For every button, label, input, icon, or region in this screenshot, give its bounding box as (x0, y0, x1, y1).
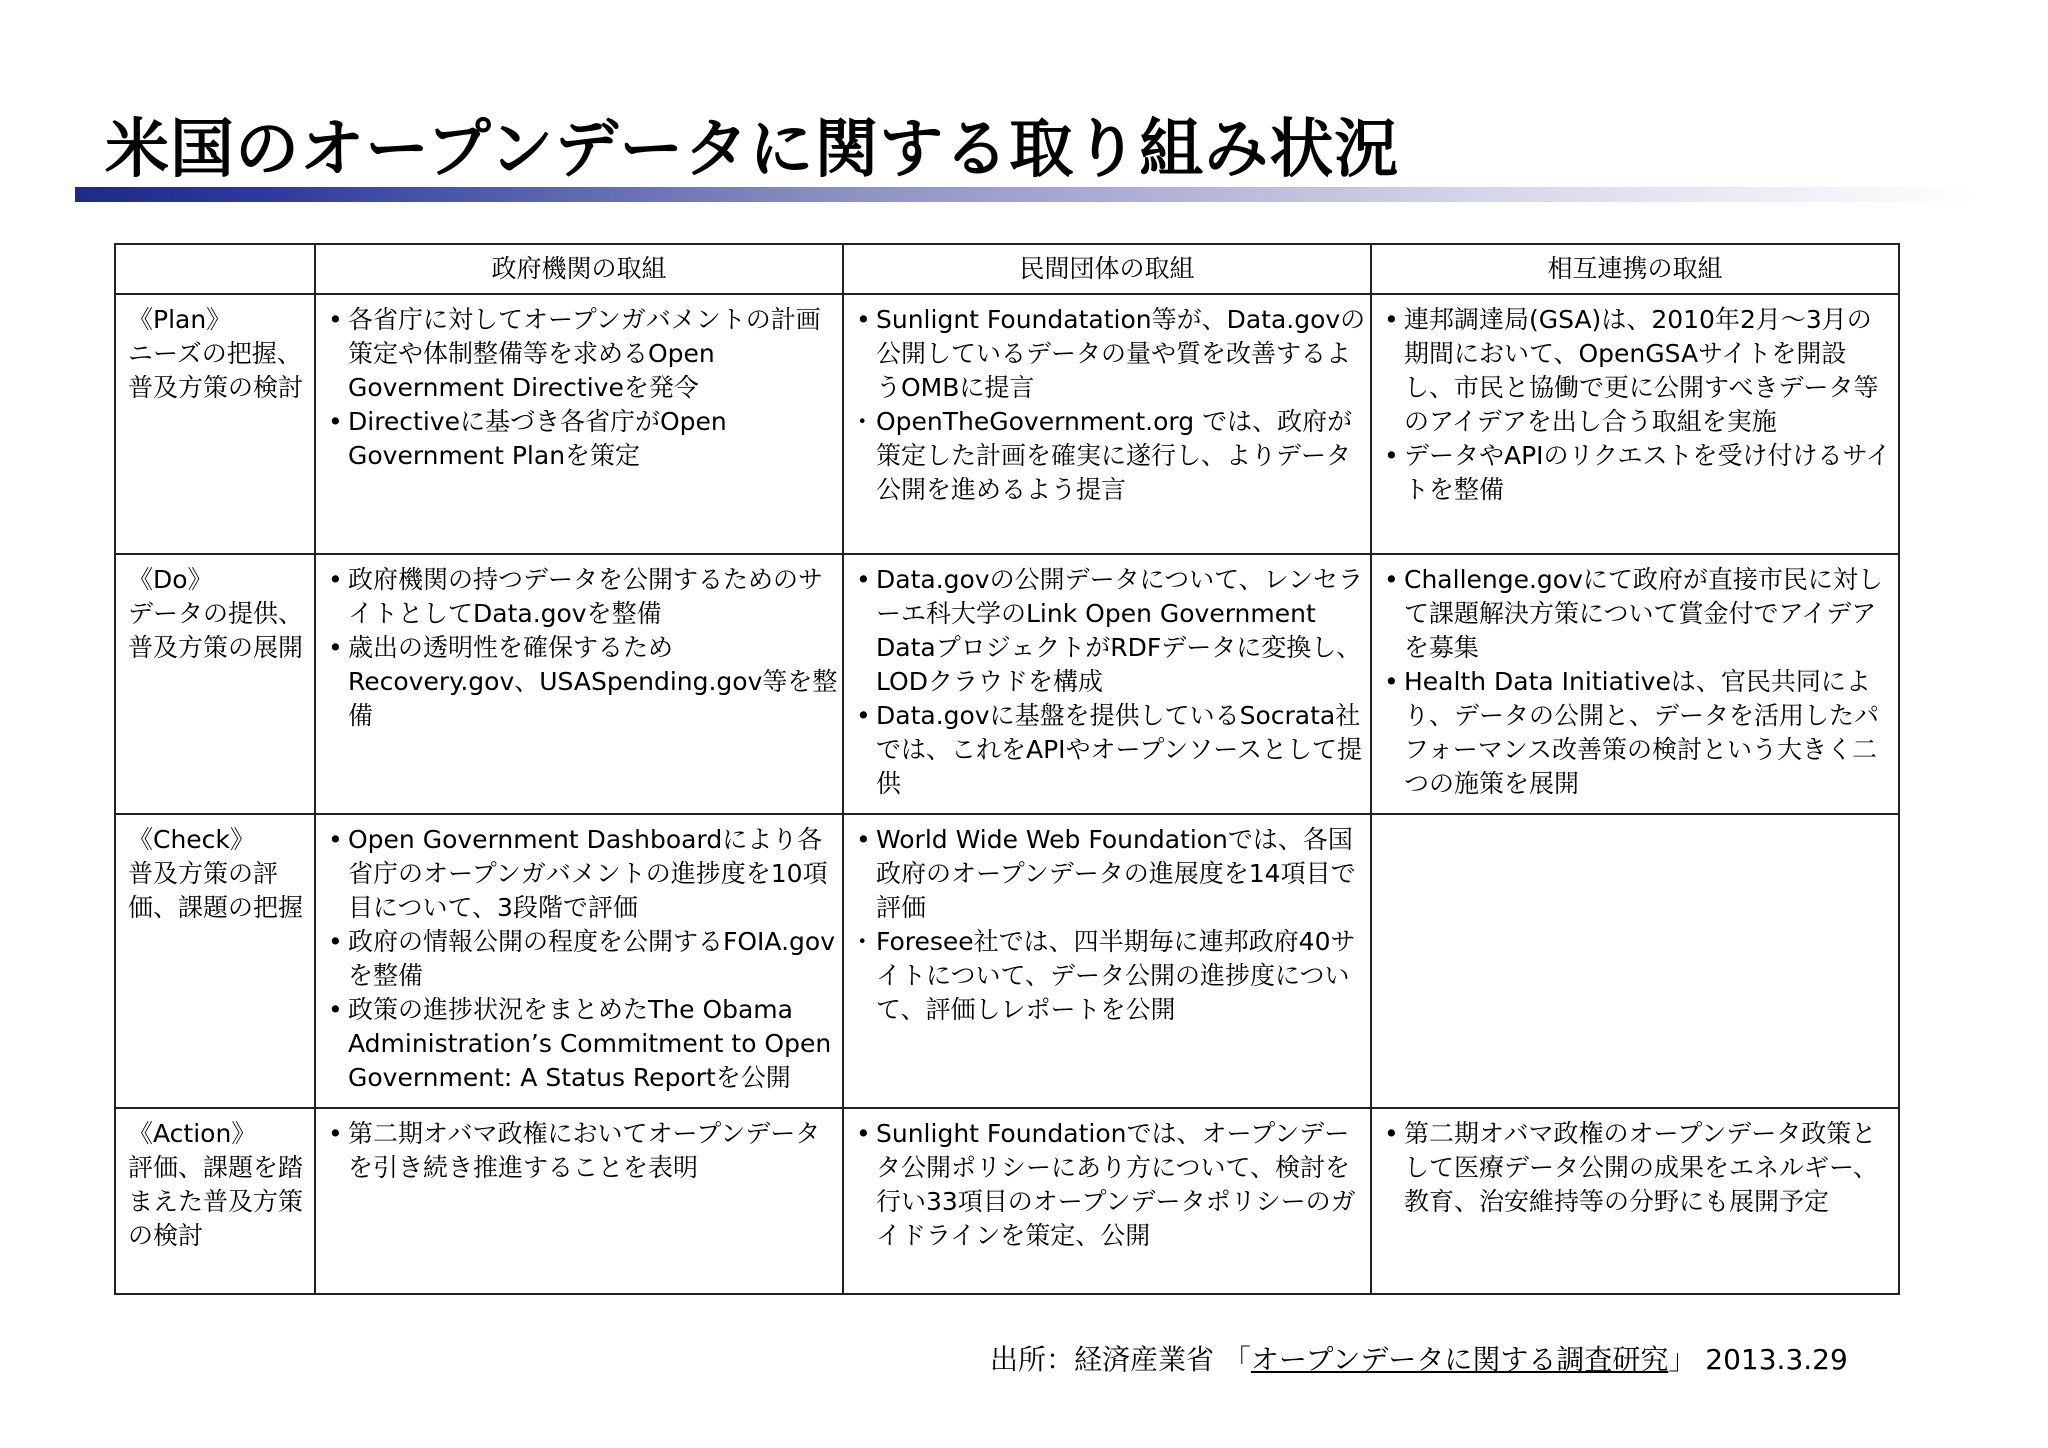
list-item (1384, 665, 1894, 801)
list-item (856, 699, 1366, 801)
phase-desc: 普及方策の評価、課題の把握 (128, 859, 304, 922)
list-item (1384, 439, 1894, 507)
mutual-cell (1371, 554, 1899, 814)
source-citation (990, 1338, 1848, 1378)
list-item-text: Sunlight Foundationでは、オープンデータ公開ポリシーにあり方について、検討を行い33項目のオープンデータポリシーのガイドラインを策定、公開 (876, 1119, 1356, 1250)
bullet-icon: • (328, 995, 343, 1024)
list-item (856, 563, 1366, 699)
list-item-text: 政策の進捗状況をまとめたThe Obama Administration’s Commitment to Open Government: A Status Reportを公開 (348, 995, 832, 1092)
list-item (328, 993, 838, 1095)
private-cell (843, 814, 1371, 1108)
header-gov: 政府機関の取組 (315, 244, 843, 294)
bullet-icon: • (856, 701, 871, 730)
list-item-text: Foresee社では、四半期毎に連邦政府40サイトについて、データ公開の進捗度について、評価しレポートを公開 (876, 927, 1356, 1024)
phase-cell (115, 294, 315, 554)
list-item-text: 第二期オバマ政権のオープンデータ政策として医療データ公開の成果をエネルギー、教育、治安維持等の分野にも展開予定 (1404, 1119, 1879, 1216)
list-item (328, 631, 838, 733)
phase-tag: 《Plan》 (128, 305, 232, 334)
bullet-icon: • (328, 565, 343, 594)
bullet-icon: • (328, 1119, 343, 1148)
bullet-icon: • (1384, 1119, 1399, 1148)
table-row-check (115, 814, 1899, 1108)
source-report-link[interactable]: オープンデータに関する調査研究 (1250, 1343, 1669, 1376)
bullet-icon: • (1384, 305, 1399, 334)
list-item-text: 歳出の透明性を確保するためRecovery.gov、USASpending.gov等を整備 (348, 633, 838, 730)
header-corner (115, 244, 315, 294)
table-row-do (115, 554, 1899, 814)
title-underline (75, 187, 1975, 202)
gov-cell (315, 554, 843, 814)
mutual-cell (1371, 294, 1899, 554)
list-item (856, 823, 1366, 925)
bullet-icon: • (1384, 441, 1399, 470)
list-item (856, 303, 1366, 405)
bullet-icon: • (328, 927, 343, 956)
table-header-row (115, 244, 1899, 294)
bullet-icon: • (856, 305, 871, 334)
list-item (328, 405, 838, 473)
list-item-text: Sunlignt Foundatation等が、Data.govの公開しているデータの量や質を改善するようOMBに提言 (876, 305, 1366, 402)
phase-desc: 評価、課題を踏まえた普及方策の検討 (128, 1153, 304, 1250)
gov-cell (315, 294, 843, 554)
bullet-icon: • (328, 825, 343, 854)
list-item-text: 政府機関の持つデータを公開するためのサイトとしてData.govを整備 (348, 565, 824, 628)
list-item-text: Data.govの公開データについて、レンセラーエ科大学のLink Open Government DataプロジェクトがRDFデータに変換し、LODクラウドを構成 (876, 565, 1363, 696)
table-row-action (115, 1108, 1899, 1294)
list-item-text: 第二期オバマ政権においてオープンデータを引き続き推進することを表明 (348, 1119, 821, 1182)
private-cell (843, 1108, 1371, 1294)
list-item-text: 政府の情報公開の程度を公開するFOIA.govを整備 (348, 927, 836, 990)
phase-desc: データの提供、普及方策の展開 (128, 599, 304, 662)
list-item-text: 各省庁に対してオープンガバメントの計画策定や体制整備等を求めるOpen Government Directiveを発令 (348, 305, 821, 402)
gov-cell (315, 1108, 843, 1294)
list-item-text: Data.govに基盤を提供しているSocrata社では、これをAPIやオープンソースとして提供 (876, 701, 1363, 798)
private-cell (843, 294, 1371, 554)
list-item (856, 925, 1366, 1027)
mutual-cell (1371, 1108, 1899, 1294)
bullet-icon: ･ (856, 407, 869, 436)
phase-tag: 《Check》 (128, 825, 255, 854)
bullet-icon: • (1384, 565, 1399, 594)
list-item-text: Health Data Initiativeは、官民共同により、データの公開と、データを活用したパフォーマンス改善策の検討という大きく二つの施策を展開 (1404, 667, 1880, 798)
bullet-icon: • (328, 305, 343, 334)
list-item (1384, 1117, 1894, 1219)
list-item (328, 303, 838, 405)
open-data-table (114, 243, 1900, 1295)
bullet-icon: • (328, 633, 343, 662)
list-item-text: Directiveに基づき各省庁がOpen Government Planを策定 (348, 407, 727, 470)
list-item (328, 823, 838, 925)
list-item-text: Open Government Dashboardにより各省庁のオープンガバメントの進捗度を10項目について、3段階で評価 (348, 825, 828, 922)
bullet-icon: ･ (856, 927, 869, 956)
list-item-text: Challenge.govにて政府が直接市民に対して課題解決方策について賞金付でアイデアを募集 (1404, 565, 1883, 662)
table-row-plan (115, 294, 1899, 554)
private-cell (843, 554, 1371, 814)
list-item (856, 405, 1366, 507)
list-item (1384, 563, 1894, 665)
list-item-text: 連邦調達局(GSA)は、2010年2月～3月の期間において、OpenGSAサイトを開設し、市民と協働で更に公開すべきデータ等のアイデアを出し合う取組を実施 (1404, 305, 1879, 436)
bullet-icon: • (856, 565, 871, 594)
page-title: 米国のオープンデータに関する取り組み状況 (105, 113, 1400, 187)
phase-cell (115, 814, 315, 1108)
header-mutual: 相互連携の取組 (1371, 244, 1899, 294)
source-prefix: 出所：経済産業省 「 (990, 1343, 1251, 1376)
phase-tag: 《Do》 (128, 565, 213, 594)
list-item (1384, 303, 1894, 439)
bullet-icon: • (856, 1119, 871, 1148)
list-item-text: OpenTheGovernment.org では、政府が策定した計画を確実に遂行し、よりデータ公開を進めるよう提言 (876, 407, 1353, 504)
phase-tag: 《Action》 (128, 1119, 257, 1148)
bullet-icon: • (1384, 667, 1399, 696)
phase-desc: ニーズの把握、普及方策の検討 (128, 339, 304, 402)
source-suffix: 」 2013.3.29 (1668, 1343, 1848, 1376)
bullet-icon: • (328, 407, 343, 436)
mutual-cell (1371, 814, 1899, 1108)
list-item (328, 925, 838, 993)
list-item-text: World Wide Web Foundationでは、各国政府のオープンデータの進展度を14項目で評価 (876, 825, 1356, 922)
gov-cell (315, 814, 843, 1108)
phase-cell (115, 1108, 315, 1294)
bullet-icon: • (856, 825, 871, 854)
list-item (328, 563, 838, 631)
list-item (856, 1117, 1366, 1253)
list-item (328, 1117, 838, 1185)
list-item-text: データやAPIのリクエストを受け付けるサイトを整備 (1404, 441, 1891, 504)
phase-cell (115, 554, 315, 814)
header-private: 民間団体の取組 (843, 244, 1371, 294)
